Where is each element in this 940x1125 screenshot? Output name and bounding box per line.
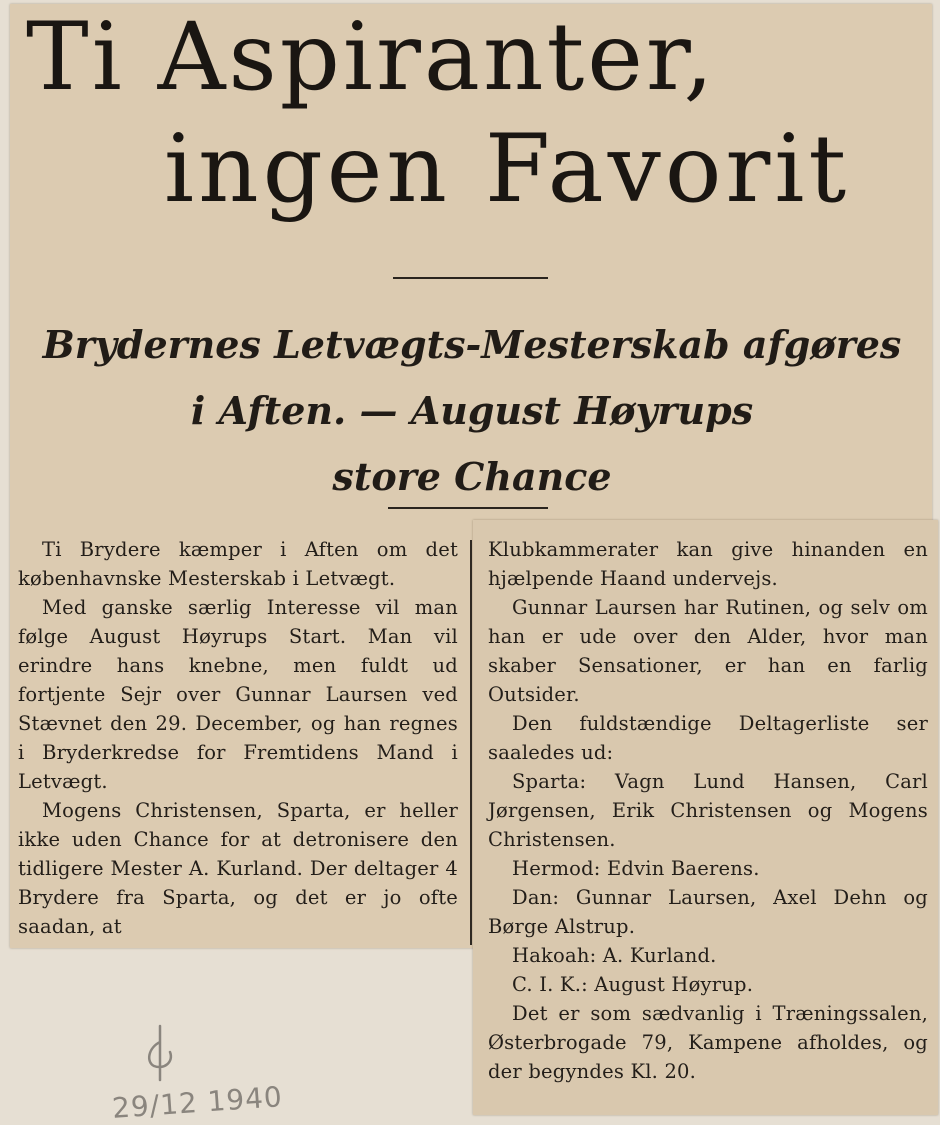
subheadline-line: store Chance <box>332 454 612 499</box>
handwritten-date: 29/12 1940 <box>111 1080 284 1125</box>
headline-line: Ti Aspiranter, <box>26 3 717 112</box>
paragraph: C. I. K.: August Høyrup. <box>512 973 754 996</box>
subheadline-line: Brydernes Letvægts-Mesterskab afgøres <box>42 322 902 367</box>
column-divider <box>470 540 472 945</box>
paragraph: Ti Brydere kæmper i Aften om det københavnske Mesterskab i Letvægt. <box>18 538 458 590</box>
paragraph: Dan: Gunnar Laursen, Axel Dehn og Børge Alstrup. <box>488 886 928 938</box>
paragraph: Klubkammerater kan give hinanden en hjælpende Haand undervejs. <box>488 538 928 590</box>
paragraph: Hermod: Edvin Baerens. <box>512 857 760 880</box>
paragraph: Med ganske særlig Interesse vil man følge August Høyrups Start. Man vil erindre hans knebne, men fuldt ud fortjente Sejr over Gunnar Laursen ved Stævnet den 29. December, og han regnes i Bryderkredse for Fremtidens Mand i Letvægt. <box>18 596 458 793</box>
subheadline-line: i Aften. — August Høyrups <box>190 388 754 433</box>
headline <box>22 2 932 226</box>
subheadline <box>22 312 922 510</box>
paragraph: Gunnar Laursen har Rutinen, og selv om han er ude over den Alder, hvor man skaber Sensationer, er han en farlig Outsider. <box>488 596 928 706</box>
paragraph: Hakoah: A. Kurland. <box>512 944 717 967</box>
paragraph: Den fuldstændige Deltagerliste ser saaledes ud: <box>488 712 928 764</box>
article-column-left <box>18 535 458 941</box>
divider-rule <box>388 507 548 509</box>
article-column-right <box>488 535 928 1086</box>
divider-rule <box>393 277 548 279</box>
paragraph: Det er som sædvanlig i Træningssalen, Østerbrogade 79, Kampene afholdes, og der begyndes Kl. 20. <box>488 1002 928 1083</box>
paragraph: Mogens Christensen, Sparta, er heller ikke uden Chance for at detronisere den tidligere Mester A. Kurland. Der deltager 4 Brydere fra Sparta, og det er jo ofte saadan, at <box>18 799 458 938</box>
headline-line: ingen Favorit <box>164 115 851 224</box>
pencil-mark-icon <box>140 1022 180 1082</box>
paragraph: Sparta: Vagn Lund Hansen, Carl Jørgensen, Erik Christensen og Mogens Christensen. <box>488 770 928 851</box>
